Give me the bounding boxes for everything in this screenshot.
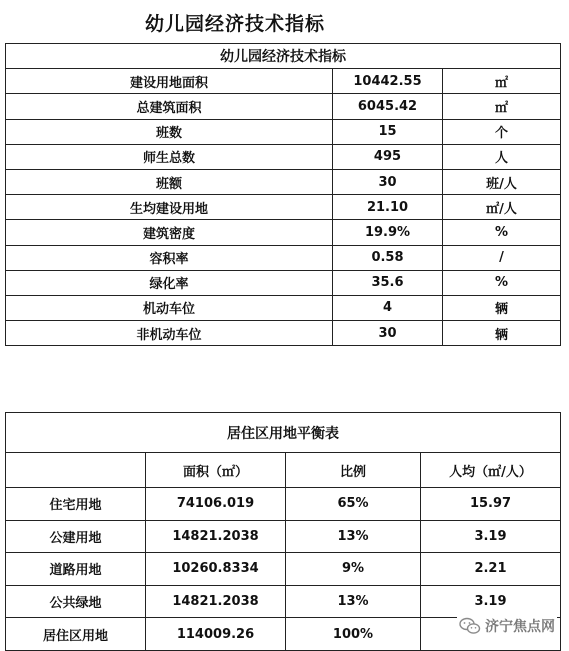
kindergarten-indicators-table (5, 43, 561, 346)
table-row (6, 169, 561, 194)
indicator-value: 15 (333, 119, 443, 144)
table-row (6, 144, 561, 169)
area-value: 14821.2038 (146, 585, 286, 618)
table-row (6, 195, 561, 220)
column-header: 面积（㎡） (146, 453, 286, 488)
table-row (6, 321, 561, 346)
table-title-row (6, 44, 561, 69)
per-capita-value: 3.19 (421, 585, 561, 618)
indicator-value: 4 (333, 295, 443, 320)
per-capita-value: 3.19 (421, 520, 561, 553)
indicator-unit: 个 (443, 119, 561, 144)
table-row (6, 553, 561, 586)
column-header: 人均（㎡/人） (421, 453, 561, 488)
indicator-unit: 辆 (443, 295, 561, 320)
column-header (6, 453, 146, 488)
indicator-unit: 人 (443, 144, 561, 169)
indicator-value: 35.6 (333, 270, 443, 295)
indicator-name: 建设用地面积 (6, 69, 333, 94)
table-row (6, 245, 561, 270)
ratio-value: 9% (286, 553, 421, 586)
indicator-unit: / (443, 245, 561, 270)
land-type: 公共绿地 (6, 585, 146, 618)
area-value: 74106.019 (146, 488, 286, 521)
table-title: 幼儿园经济技术指标 (6, 44, 561, 69)
indicator-unit: 辆 (443, 321, 561, 346)
table-row (6, 295, 561, 320)
indicator-name: 建筑密度 (6, 220, 333, 245)
indicator-name: 容积率 (6, 245, 333, 270)
area-value: 10260.8334 (146, 553, 286, 586)
indicator-unit: % (443, 270, 561, 295)
watermark (457, 616, 557, 636)
indicator-unit: ㎡ (443, 94, 561, 119)
indicator-name: 师生总数 (6, 144, 333, 169)
ratio-value: 100% (286, 618, 421, 651)
table-caption-row (6, 413, 561, 453)
indicator-unit: ㎡/人 (443, 195, 561, 220)
table-row (6, 585, 561, 618)
ratio-value: 65% (286, 488, 421, 521)
indicator-unit: % (443, 220, 561, 245)
table-caption: 居住区用地平衡表 (6, 413, 561, 453)
indicator-value: 19.9% (333, 220, 443, 245)
indicator-unit: ㎡ (443, 69, 561, 94)
indicator-name: 总建筑面积 (6, 94, 333, 119)
table-row (6, 119, 561, 144)
watermark-text: 济宁焦点网 (485, 619, 555, 635)
indicator-value: 30 (333, 321, 443, 346)
indicator-value: 0.58 (333, 245, 443, 270)
wechat-icon (459, 617, 481, 635)
table-row (6, 94, 561, 119)
indicator-name: 班额 (6, 169, 333, 194)
per-capita-value: 15.97 (421, 488, 561, 521)
land-type: 道路用地 (6, 553, 146, 586)
indicator-value: 6045.42 (333, 94, 443, 119)
indicator-name: 生均建设用地 (6, 195, 333, 220)
indicator-value: 495 (333, 144, 443, 169)
table-header-row (6, 453, 561, 488)
land-type: 居住区用地 (6, 618, 146, 651)
area-value: 114009.26 (146, 618, 286, 651)
ratio-value: 13% (286, 585, 421, 618)
column-header: 比例 (286, 453, 421, 488)
table-row (6, 520, 561, 553)
indicator-value: 30 (333, 169, 443, 194)
table-row (6, 69, 561, 94)
indicator-name: 机动车位 (6, 295, 333, 320)
indicator-name: 班数 (6, 119, 333, 144)
table-row (6, 220, 561, 245)
page-title: 幼儿园经济技术指标 (144, 13, 325, 35)
per-capita-value: 2.21 (421, 553, 561, 586)
ratio-value: 13% (286, 520, 421, 553)
indicator-name: 绿化率 (6, 270, 333, 295)
indicator-value: 21.10 (333, 195, 443, 220)
land-type: 住宅用地 (6, 488, 146, 521)
land-type: 公建用地 (6, 520, 146, 553)
indicator-value: 10442.55 (333, 69, 443, 94)
table-row (6, 488, 561, 521)
area-value: 14821.2038 (146, 520, 286, 553)
indicator-unit: 班/人 (443, 169, 561, 194)
table-row (6, 270, 561, 295)
indicator-name: 非机动车位 (6, 321, 333, 346)
